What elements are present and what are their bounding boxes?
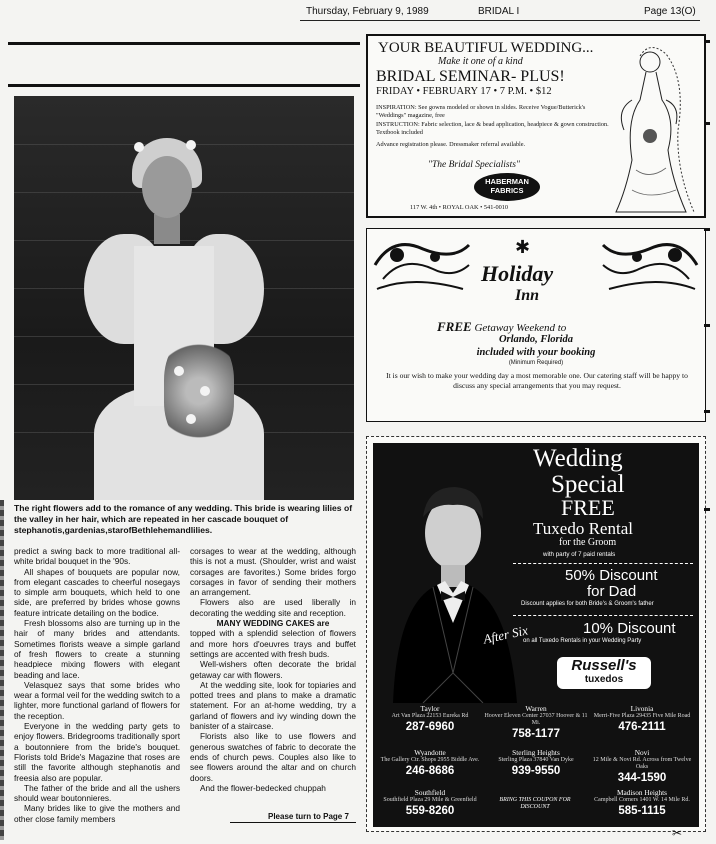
store-name: Taylor [420, 704, 440, 713]
header-page: Page 13(O) [644, 6, 696, 17]
bride-illustration-icon [606, 40, 702, 216]
article-paragraph: All shapes of bouquets are popular now, from elegant cascades to cheerful nosegays to simple arm bouquets, which held to one side, are preferred by brides whose gowns feature intricate detailing on the bodice. [14, 566, 180, 618]
seminar-subtitle: Make it one of a kind [438, 56, 523, 67]
special-heading: Special [551, 471, 625, 498]
holiday-inn-ad [366, 228, 706, 422]
store-phone: 939-9550 [511, 765, 561, 777]
seminar-address: 117 W. 4th • ROYAL OAK • 541-0010 [410, 204, 509, 211]
article-paragraph: At the wedding site, look for topiaries and potted trees and plans to make a dramatic statement. For an at-home wedding, try a garland of flowers and ivy winding down the banister of a staircase. [190, 679, 356, 732]
article-paragraph: predict a swing back to more traditional all-white bridal bouquet in the '90s. [14, 546, 180, 567]
offer-line-1: Getaway Weekend to [474, 322, 567, 334]
article-paragraph: Many brides like to give the mothers and other close family members [14, 803, 180, 824]
haberman-logo: HABERMAN FABRICS [474, 173, 540, 201]
tuxedo-coupon-ad[interactable] [366, 436, 706, 832]
article-paragraph: And the flower-bedecked chuppah [200, 782, 326, 793]
article-paragraph: topped with a splendid selection of flowers and more hors d'oeuvres trays and buffet settings are accented with fresh buds. [190, 628, 356, 659]
store-address: Campbell Corners 1401 W. 14 Mile Rd. [594, 797, 690, 803]
margin-mark [704, 40, 710, 43]
margin-mark [704, 122, 710, 125]
store-name: Southfield [414, 788, 446, 797]
tuxedo-rental-heading: Tuxedo Rental [533, 519, 633, 538]
free-label: FREE [437, 319, 472, 334]
store-address: Sterling Plaza 37840 Van Dyke [498, 757, 574, 763]
russells-tuxedos-logo [557, 657, 651, 689]
article-column-2 [190, 546, 356, 793]
logo-subtitle: tuxedos [584, 674, 624, 685]
scan-edge [0, 500, 4, 840]
seminar-title: YOUR BEAUTIFUL WEDDING... [378, 40, 594, 56]
margin-mark [704, 324, 710, 327]
star-icon: ✱ [515, 237, 531, 257]
coupon-divider [513, 615, 693, 616]
store-address: The Gallery Ctr. Shops 2955 Biddle Ave. [380, 757, 480, 763]
offer-line-3: included with your booking [476, 347, 596, 358]
article-paragraph: corsages to wear at the wedding, although this is not a must. (Shoulder, wrist and waist corsages are favorites.) Some brides forgo corsages in favor of sending their mothers an arrangement. [190, 546, 356, 598]
store-phone: 476-2111 [618, 721, 666, 733]
store-address: Merri-Five Plaza 29435 Five Mile Road [593, 713, 691, 719]
article-paragraph: Fresh blossoms also are turning up in the hair of many brides and attendants. Sometimes florists weave a simple garland of fresh flowers to create a stunning headpiece mixing flowers with elegant beading and lace. [14, 618, 180, 680]
store-phone: 344-1590 [617, 772, 667, 784]
article-paragraph: Well-wishers often decorate the bridal getaway car with flowers. [190, 659, 356, 680]
store-phone: 287-6960 [405, 721, 455, 733]
seminar-event: BRIDAL SEMINAR- PLUS! [376, 68, 565, 85]
holiday-inn-logo-top: Holiday [481, 261, 554, 286]
store-address: Art Van Plaza 22153 Eureka Rd [391, 713, 469, 719]
party-discount: 10% Discount [583, 620, 676, 637]
column-rule-top [8, 42, 360, 45]
store-taylor [377, 705, 483, 734]
bride-photo [14, 96, 354, 500]
store-address: Southfield Plaza 29 Mile & Greenfield [383, 797, 477, 803]
holiday-body-text: It is our wish to make your wedding day a most memorable one. Our catering staff will be happy to discuss any special arrangements that you may request. [386, 371, 688, 390]
offer-line-2: Orlando, Florida [498, 334, 574, 345]
store-phone: 246-8686 [405, 765, 455, 777]
article-paragraph: Everyone in the wedding party gets to enjoy flowers. Bridegrooms traditionally sport a boutonniere from the bride's bouquet. Florists told Bride's Magazine that roses are still the favorite although stephanotis and freesia also are popular. [14, 721, 180, 783]
header-date: Thursday, February 9, 1989 [306, 6, 429, 17]
page-header [0, 6, 716, 24]
party-condition: with party of 7 paid rentals [543, 551, 616, 558]
store-name: Sterling Heights [512, 748, 560, 757]
store-name: Novi [634, 748, 650, 757]
continued-jump[interactable]: Please turn to Page 7 [268, 812, 349, 821]
coupon-instruction: BRING THIS COUPON FOR DISCOUNT [499, 797, 571, 810]
continued-rule [230, 822, 356, 823]
after-six-signature: After Six [481, 622, 530, 647]
store-name: Madison Heights [616, 788, 668, 797]
article-paragraph: Flowers also are used liberally in decorating the wedding site and reception. [190, 597, 356, 618]
bouquet [164, 336, 234, 446]
header-rule [300, 20, 700, 21]
article-subhead: MANY WEDDING CAKES are [216, 618, 330, 629]
article-column-1 [14, 546, 180, 824]
store-address: 12 Mile & Novi Rd. Across from Twelve Oaks [592, 757, 692, 770]
minimum-note: (Minimum Required) [508, 360, 564, 366]
seminar-tagline: "The Bridal Specialists" [428, 160, 520, 170]
store-name: Wyandotte [414, 748, 446, 757]
tuxedo-ad-panel [373, 443, 699, 827]
store-phone: 585-1115 [618, 805, 666, 817]
store-southfield [377, 789, 483, 818]
dad-discount: 50% Discount [565, 567, 658, 584]
scissors-icon: ✂ [672, 826, 683, 840]
store-madison-heights [589, 789, 695, 818]
free-offer [437, 319, 566, 335]
seminar-inspiration: INSPIRATION: See gowns modeled or shown in slides. Receive Vogue/Butterick's "Weddings" magazine, free [376, 104, 586, 119]
margin-mark [704, 508, 710, 511]
groom-illustration-icon [383, 473, 533, 703]
seminar-date: FRIDAY • FEBRUARY 17 • 7 P.M. • $12 [376, 86, 552, 97]
photo-caption: The right flowers add to the romance of any wedding. This bride is wearing lilies of the valley in her hair, which are repeated in her cascade bouquet of stephanotis,gardenias,starofBethlehemandlilies. [14, 503, 353, 535]
store-phone: 758-1177 [512, 728, 560, 740]
header-section: BRIDAL I [478, 6, 520, 17]
store-sterling-heights [483, 749, 589, 778]
dad-discount-label: for Dad [587, 583, 637, 600]
store-warren [483, 705, 589, 741]
store-phone: 559-8260 [405, 805, 455, 817]
margin-mark [704, 228, 710, 231]
margin-mark [704, 410, 710, 413]
for-groom-text: for the Groom [559, 537, 617, 548]
flourish-left-icon [373, 235, 473, 293]
article-paragraph: Florists also like to use flowers and generous swatches of fabric to decorate the ends of church pews. Couples also like to see flowers around the altar and on church doors. [190, 731, 356, 783]
party-discount-note: on all Tuxedo Rentals in your Wedding Party [523, 638, 642, 644]
store-name: Warren [525, 704, 547, 713]
article-paragraph: The father of the bride and all the ushers should wear boutonnieres. [14, 782, 180, 804]
store-livonia [589, 705, 695, 734]
logo-name: Russell's [571, 657, 637, 674]
article-paragraph: Velasquez says that some brides who wear a formal veil for the wedding switch to a lighter, more functional garland of flowers for the reception. [14, 679, 180, 721]
store-novi [589, 749, 695, 785]
wedding-heading: Wedding [533, 445, 623, 472]
dad-discount-note: Discount applies for both Bride's & Groom's father [521, 601, 654, 607]
column-rule-mid [8, 84, 360, 87]
holiday-inn-logo-bottom: Inn [515, 287, 540, 304]
coupon-divider [513, 563, 693, 564]
bridal-seminar-ad [366, 34, 706, 218]
store-name: Livonia [630, 704, 654, 713]
seminar-instruction: INSTRUCTION: Fabric selection, lace & bead application, headpiece & gown construction. Textbook included [376, 121, 609, 136]
free-heading: FREE [561, 495, 615, 520]
store-address: Hoover Eleven Center 27037 Hoover & 11 Mi. [484, 713, 588, 726]
flourish-right-icon [599, 235, 699, 293]
store-wyandotte [377, 749, 483, 778]
seminar-registration: Advance registration please. Dressmaker referral available. [376, 141, 526, 148]
